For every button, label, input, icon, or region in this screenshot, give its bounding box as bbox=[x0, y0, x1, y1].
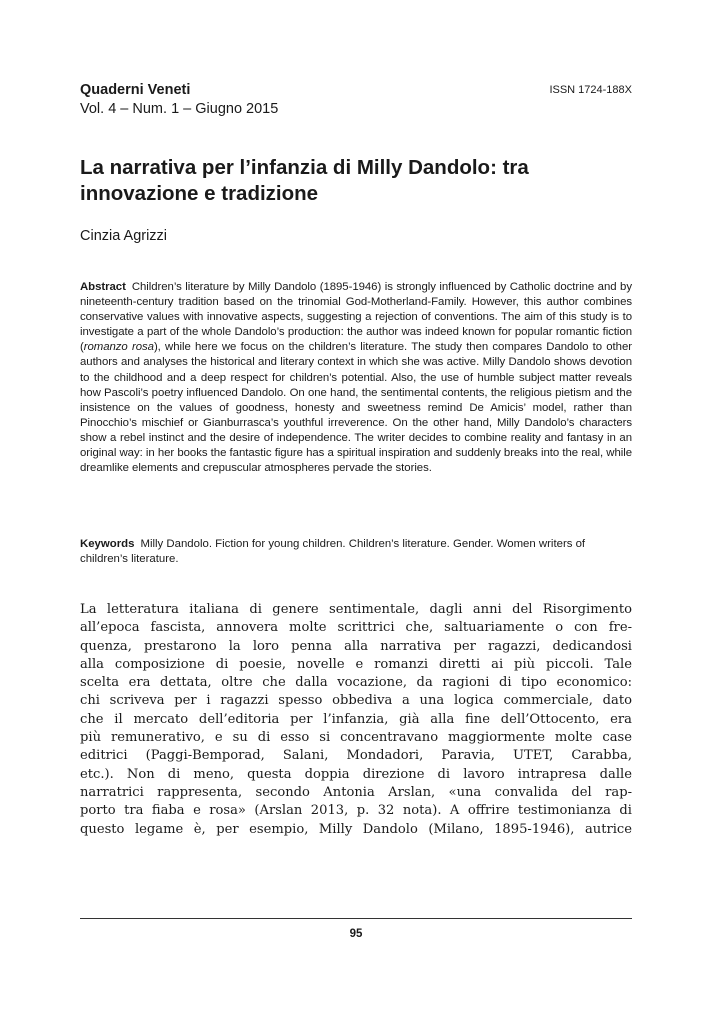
body-line: editrici (Paggi-Bemporad, Salani, Mondadori, Paravia, UTET, Carabba, bbox=[80, 748, 632, 764]
body-paragraph bbox=[80, 601, 632, 839]
body-line: etc.). Non di meno, questa doppia direzione di lavoro intrapresa dalle bbox=[80, 766, 632, 782]
keywords-label: Keywords bbox=[80, 538, 135, 550]
keywords-text: Milly Dandolo. Fiction for young children. Children’s literature. Gender. Women writers of children’s literature. bbox=[80, 538, 586, 566]
article-title: La narrativa per l’infanzia di Milly Dandolo: tra innovazione e tradizione bbox=[80, 156, 529, 205]
body-line: all’epoca fascista, annovera molte scrittrici che, saltuariamente o con fre- bbox=[80, 620, 632, 636]
body-line: La letteratura italiana di genere sentimentale, dagli anni del Risorgimento bbox=[80, 602, 632, 617]
body-line: chi scriveva per i ragazzi spesso obbediva a una logica commerciale, dato bbox=[80, 693, 632, 709]
abstract-italic-term: romanzo rosa bbox=[83, 341, 154, 354]
abstract-label: Abstract bbox=[80, 281, 126, 293]
body-line: porto tra fiaba e rosa» (Arslan 2013, p. 32 nota). A offrire testimonianza di bbox=[80, 803, 632, 819]
keywords bbox=[80, 537, 632, 567]
footer-divider bbox=[80, 918, 632, 919]
body-line: quenza, prestarono la loro penna alla narrativa per ragazzi, dedicandosi bbox=[80, 638, 632, 654]
body-line: che il mercato dell’editoria per l’infanzia, già alla fine dell’Ottocento, era bbox=[80, 711, 632, 727]
article-author: Cinzia Agrizzi bbox=[80, 228, 168, 244]
body-line: alla composizione di poesie, novelle e romanzi diretti ai più piccoli. Tale bbox=[80, 656, 632, 672]
journal-name: Quaderni Veneti bbox=[80, 82, 191, 98]
abstract bbox=[80, 280, 632, 476]
body-line: scelta era dettata, oltre che dalla vocazione, da ragioni di tipo economico: bbox=[80, 675, 632, 691]
paper-page bbox=[80, 0, 632, 1024]
issn: ISSN 1724-188X bbox=[549, 84, 632, 96]
abstract-text-end: ), while here we focus on the children’s literature. The study then compares Dandolo to other authors and analyses the historical and literary context in which she was active. Milly Dandolo shows devotion to the childhood and a deep respect for children’s potential. Also, the use of humble subject matter reveals how Pascoli’s poetry influenced Dandolo. On one hand, the sentimental contents, the religious pietism and the insistence on the values of goodness, honesty and sweetness remind De Amicis’ model, rather than Pinocchio’s mischief or Gianburrasca’s youthful irreverence. On the other hand, Milly Dandolo’s characters show a rebel instinct and the desire of independence. The writer decides to combine reality and fantasy in an original way: in her books the fantastic figure has a spiritual inspiration and suddenly breaks into the real, while dreamlike elements and crepuscular atmospheres pervade the stories. bbox=[80, 341, 632, 475]
body-line: questo legame è, per esempio, Milly Dandolo (Milano, 1895-1946), autrice bbox=[80, 821, 632, 837]
page-number: 95 bbox=[349, 928, 363, 940]
issue-info: Vol. 4 – Num. 1 – Giugno 2015 bbox=[80, 101, 279, 117]
abstract-text-start: Children’s literature by Milly Dandolo (1895-1946) is strongly influenced by Catholic doctrine and by nineteenth-century tradition based on the trinomial God-Motherland-Family. However, this author combines conservative values with innovative aspects, suggesting a rejection of conventions. The aim of this study is to investigate a part of the whole Dandolo’s production: the author was indeed known for popular romantic fiction ( bbox=[80, 281, 632, 354]
body-line: più remunerativo, e su di esso si concentravano maggiormente molte case bbox=[80, 730, 632, 746]
body-line: narratrici rappresenta, secondo Antonia Arslan, «una convalida del rap- bbox=[80, 784, 632, 800]
